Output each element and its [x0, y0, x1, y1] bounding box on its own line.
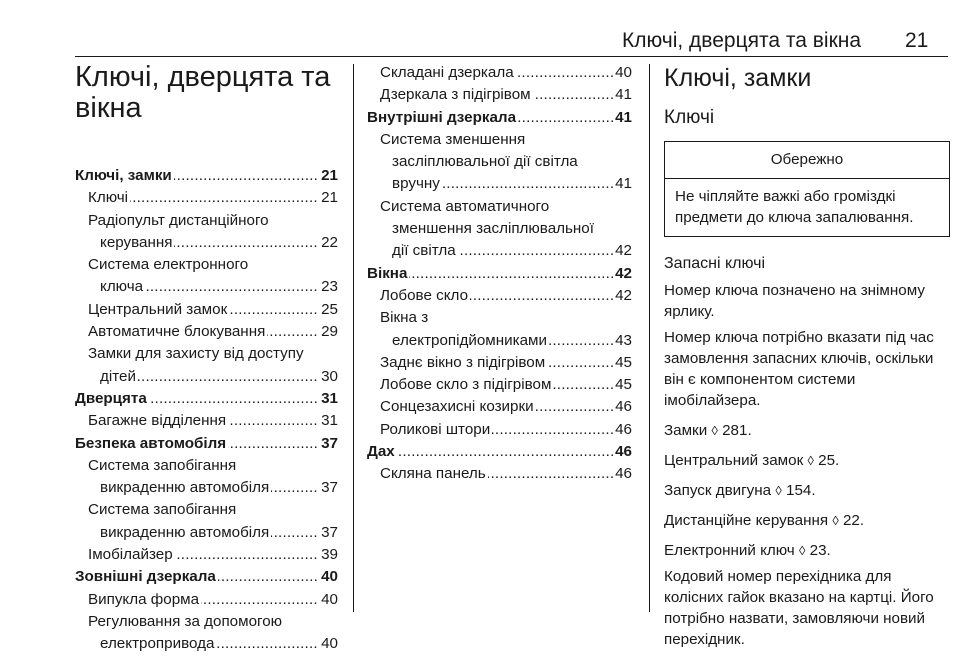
toc-page-number: 30: [321, 367, 338, 385]
toc-entry: [367, 307, 632, 352]
toc-entry-label: Регулювання за допомогою електропривода .....: [88, 611, 319, 656]
toc-entry: [367, 107, 632, 129]
toc-entry-label: Дверцята .....: [75, 388, 319, 410]
toc-page-number: 40: [321, 568, 338, 586]
toc-entry-label: Замки для захисту від доступу дітей .....: [88, 343, 319, 388]
warning-text: Не чіпляйте важкі або громіздкі предмети до ключа запалювання.: [675, 188, 914, 226]
toc-entry-label: Система запобігання викраденню автомобіля .....: [88, 499, 319, 544]
toc-page-number: 37: [321, 523, 338, 541]
toc-page-number: 21: [321, 189, 338, 207]
toc-entry-label: Дзеркала з підігрівом .....: [380, 84, 613, 106]
toc-entry-label: Система зменшення засліплювальної дії світла вручну .....: [380, 129, 613, 196]
toc-page-number: 39: [321, 546, 338, 564]
ref-page: 154.: [786, 482, 816, 499]
toc-entry: [75, 165, 338, 187]
ref-label: Електронний ключ: [664, 542, 795, 559]
column-divider-2: [649, 64, 650, 612]
reference-arrow-icon: ◊: [832, 513, 839, 528]
toc-entry: [75, 410, 338, 432]
toc-entry: [75, 566, 338, 588]
toc-entry: [75, 455, 338, 500]
toc-entry: [367, 374, 632, 396]
toc-page-number: 25: [321, 300, 338, 318]
cross-reference: [664, 540, 950, 561]
toc-page-number: 31: [321, 412, 338, 430]
toc-entry: [367, 441, 632, 463]
toc-entry: [75, 343, 338, 388]
toc-page-number: 41: [615, 108, 632, 126]
toc-page-number: 37: [321, 434, 338, 452]
toc-page-number: 41: [615, 175, 632, 193]
toc-entry-label: Складані дзеркала .....: [380, 62, 613, 84]
toc-entry: [367, 463, 632, 485]
toc-page-number: 21: [321, 167, 338, 184]
toc-page-number: 42: [615, 242, 632, 260]
column-divider-1: [353, 64, 354, 612]
toc-entry-label: Випукла форма .....: [88, 589, 319, 611]
toc-entry: [367, 285, 632, 307]
toc-page-number: 43: [615, 331, 632, 349]
toc-entry: [367, 419, 632, 441]
toc-entry-label: Ключі .....: [88, 187, 319, 209]
toc-entry: [367, 62, 632, 84]
ref-page: 22.: [842, 512, 865, 529]
cross-reference: [664, 510, 950, 531]
section-title: Ключі, замки: [664, 64, 812, 92]
ref-page: 281.: [722, 422, 752, 439]
reference-arrow-icon: ◊: [798, 543, 806, 558]
toc-column-2: [367, 62, 632, 486]
toc-entry: [75, 321, 338, 343]
toc-entry: [367, 396, 632, 418]
toc-page-number: 45: [615, 353, 632, 371]
toc-entry-label: Внутрішні дзеркала .....: [367, 107, 613, 129]
ref-label: Замки: [664, 422, 708, 439]
toc-entry: [75, 388, 338, 410]
toc-page-number: 42: [615, 286, 632, 304]
toc-entry-label: Безпека автомобіля .....: [75, 433, 319, 455]
toc-entry-label: Система автоматичного зменшення засліплювальної дії світла .....: [380, 196, 613, 263]
toc-entry-label: Дах .....: [367, 441, 613, 463]
page-header: [0, 0, 960, 64]
toc-entry-label: Вікна з електропідйомниками .....: [380, 307, 613, 352]
toc-entry-label: Вікна .....: [367, 263, 613, 285]
toc-page-number: 42: [615, 264, 632, 282]
toc-page-number: 31: [321, 389, 338, 407]
toc-page-number: 40: [321, 590, 338, 608]
toc-entry: [75, 210, 338, 255]
reference-arrow-icon: ◊: [711, 423, 718, 438]
spare-keys-title: Запасні ключі: [664, 255, 766, 272]
toc-entry-label: Лобове скло з підігрівом .....: [380, 374, 613, 396]
cross-reference: [664, 420, 950, 441]
header-rule: [75, 56, 948, 57]
toc-page-number: 46: [615, 398, 632, 416]
toc-entry-label: Центральний замок .....: [88, 299, 319, 321]
ref-page: 25.: [818, 452, 840, 469]
page-number: 21: [905, 29, 929, 52]
toc-page-number: 29: [321, 323, 338, 341]
toc-page-number: 46: [615, 443, 632, 461]
toc-list-2: [367, 62, 632, 486]
toc-entry: [367, 196, 632, 263]
ref-label: Дистанційне керування: [664, 512, 829, 529]
toc-entry: [367, 263, 632, 285]
toc-entry: [75, 499, 338, 544]
toc-entry-label: Автоматичне блокування .....: [88, 321, 319, 343]
running-title: Ключі, дверцята та вікна: [622, 29, 862, 52]
warning-heading: Обережно: [665, 142, 949, 179]
toc-column-1: [75, 62, 338, 656]
toc-entry-label: Скляна панель .....: [380, 463, 613, 485]
toc-entry: [367, 352, 632, 374]
toc-page-number: 40: [615, 64, 632, 81]
toc-entry: [75, 254, 338, 299]
toc-entry-label: Система запобігання викраденню автомобіля .....: [88, 455, 319, 500]
toc-entry-label: Сонцезахисні козирки .....: [380, 396, 613, 418]
toc-list-1: [75, 165, 338, 656]
toc-page-number: 41: [615, 86, 632, 104]
toc-entry: [367, 129, 632, 196]
cross-reference: [664, 450, 950, 471]
toc-page-number: 23: [321, 278, 338, 296]
paragraph-2: Номер ключа потрібно вказати під час замовлення запасних ключів, оскільки він є компонентом системи імобілайзера.: [664, 329, 934, 409]
toc-entry: [75, 544, 338, 566]
toc-entry-label: Роликові штори .....: [380, 419, 613, 441]
toc-entry-label: Радіопульт дистанційного керування .....: [88, 210, 319, 255]
toc-entry: [75, 299, 338, 321]
toc-entry-label: Заднє вікно з підігрівом .....: [380, 352, 613, 374]
warning-box: [664, 141, 950, 237]
toc-entry: [367, 84, 632, 106]
toc-entry-label: Багажне відділення .....: [88, 410, 319, 432]
toc-page-number: 46: [615, 420, 632, 438]
ref-label: Центральний замок: [664, 452, 804, 469]
cross-reference: [664, 480, 950, 501]
toc-entry-label: Зовнішні дзеркала .....: [75, 566, 319, 588]
toc-entry: [75, 589, 338, 611]
toc-page-number: 37: [321, 479, 338, 497]
reference-arrow-icon: ◊: [775, 483, 782, 498]
toc-entry: [75, 433, 338, 455]
chapter-title: Ключі, дверцята та вікна: [75, 61, 331, 124]
toc-page-number: 22: [321, 233, 338, 251]
subsection-title: Ключі: [664, 107, 715, 128]
cross-references: [664, 420, 950, 561]
toc-page-number: 40: [321, 635, 338, 653]
toc-entry-label: Імобілайзер .....: [88, 544, 319, 566]
content-column: [664, 62, 950, 650]
reference-arrow-icon: ◊: [807, 453, 814, 468]
toc-page-number: 46: [615, 465, 632, 483]
paragraph-3: Кодовий номер перехідника для колісних гайок вказано на картці. Його потрібно назвати, замовляючи новий перехідник.: [664, 568, 934, 648]
toc-entry: [75, 187, 338, 209]
ref-label: Запуск двигуна: [664, 482, 772, 499]
ref-page: 23.: [809, 542, 831, 559]
toc-entry-label: Лобове скло .....: [380, 285, 613, 307]
toc-entry-label: Ключі, замки .....: [75, 165, 319, 187]
toc-entry: [75, 611, 338, 656]
toc-page-number: 45: [615, 376, 632, 394]
toc-entry-label: Система електронного ключа .....: [88, 254, 319, 299]
paragraph-1: Номер ключа позначено на знімному ярлику.: [664, 282, 925, 320]
